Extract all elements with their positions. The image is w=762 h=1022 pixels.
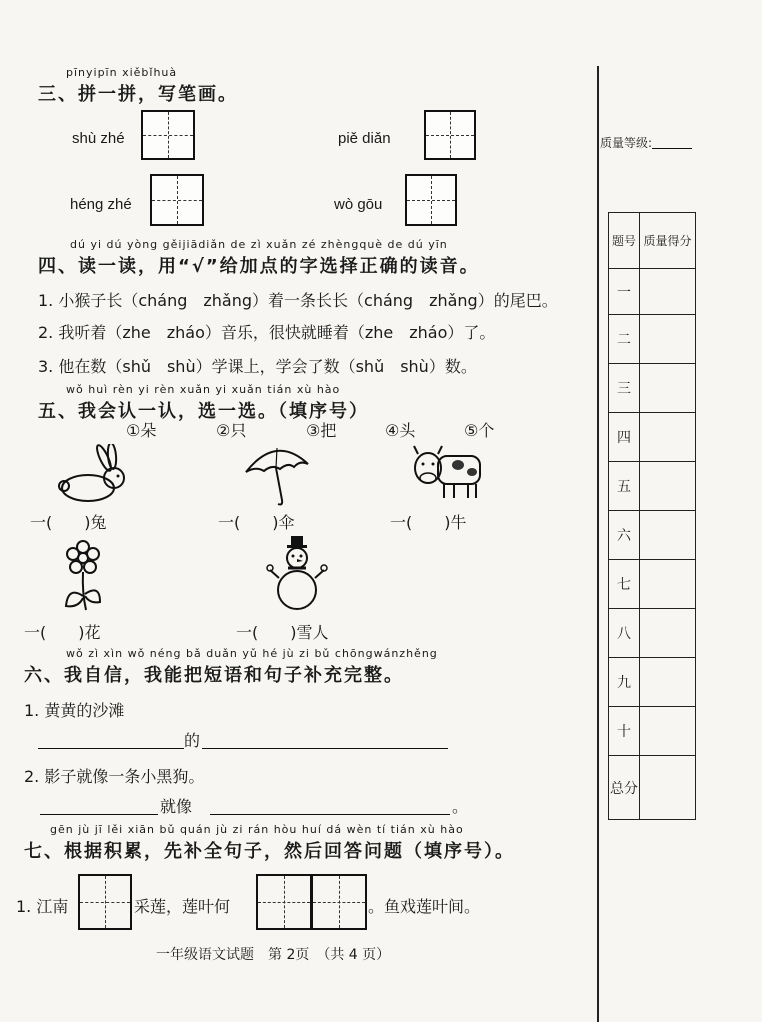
score-cell[interactable] bbox=[640, 560, 696, 609]
option-3: ③把 bbox=[306, 421, 337, 440]
writing-box[interactable] bbox=[311, 874, 367, 930]
blank-rabbit[interactable]: 一( )兔 bbox=[30, 513, 107, 532]
writing-box[interactable] bbox=[78, 874, 132, 930]
row-label: 六 bbox=[609, 511, 640, 560]
s5-pinyin: wǒ huì rèn yi rèn xuǎn yi xuǎn tián xù hào bbox=[66, 383, 341, 396]
snowman-image bbox=[266, 534, 328, 614]
page-footer: 一年级语文试题 第 2页 （共 4 页） bbox=[156, 947, 391, 963]
blank-flower[interactable]: 一( )花 bbox=[24, 623, 101, 642]
s5-heading: 五、我会认一认，选一选。（填序号） bbox=[38, 401, 369, 422]
s4-q2: 2. 我听着（zhe zháo）音乐，很快就睡着（zhe zháo）了。 bbox=[38, 323, 496, 342]
s4-q3: 3. 他在数（shǔ shù）学课上，学会了数（shǔ shù）数。 bbox=[38, 357, 477, 376]
s6-q1: 1. 黄黄的沙滩 bbox=[24, 701, 125, 720]
s3-heading: 三、拼一拼，写笔画。 bbox=[38, 84, 238, 105]
flower-image bbox=[62, 540, 104, 612]
answer-line[interactable] bbox=[202, 748, 448, 749]
blank-umbrella[interactable]: 一( )伞 bbox=[218, 513, 295, 532]
stroke-label-piedian: piě diǎn bbox=[338, 130, 391, 147]
row-label: 一 bbox=[609, 269, 640, 315]
s6-q1-fill: 的 bbox=[184, 731, 201, 750]
s7-pinyin: gēn jù jī lěi xiān bǔ quán jù zi rán hòu huí dá wèn tí tián xù hào bbox=[50, 823, 464, 836]
answer-line[interactable] bbox=[38, 748, 184, 749]
s7-q1-part2: 采莲，莲叶何 bbox=[134, 897, 231, 916]
blank-snowman[interactable]: 一( )雪人 bbox=[236, 623, 329, 642]
row-label: 二 bbox=[609, 315, 640, 364]
s7-heading: 七、根据积累，先补全句子，然后回答问题（填序号）。 bbox=[24, 841, 515, 862]
s6-heading: 六、我自信，我能把短语和句子补充完整。 bbox=[24, 665, 404, 686]
score-cell[interactable] bbox=[640, 413, 696, 462]
score-cell[interactable] bbox=[640, 364, 696, 413]
row-label: 四 bbox=[609, 413, 640, 462]
row-label: 九 bbox=[609, 658, 640, 707]
row-label: 五 bbox=[609, 462, 640, 511]
row-label: 八 bbox=[609, 609, 640, 658]
grade-label: 质量等级: bbox=[600, 136, 653, 150]
score-cell[interactable] bbox=[640, 658, 696, 707]
score-cell[interactable] bbox=[640, 609, 696, 658]
writing-box[interactable] bbox=[256, 874, 312, 930]
score-cell[interactable] bbox=[640, 315, 696, 364]
score-cell[interactable] bbox=[640, 707, 696, 756]
stroke-label-wogou: wò gōu bbox=[334, 196, 383, 213]
writing-box[interactable] bbox=[424, 110, 476, 160]
cow-image bbox=[410, 440, 486, 504]
stroke-label-hengzhe: héng zhé bbox=[70, 196, 132, 213]
answer-line[interactable] bbox=[40, 814, 158, 815]
s4-heading: 四、读一读，用“√”给加点的字选择正确的读音。 bbox=[38, 256, 480, 277]
row-label: 十 bbox=[609, 707, 640, 756]
row-label: 七 bbox=[609, 560, 640, 609]
grade-line[interactable] bbox=[652, 148, 692, 149]
option-2: ②只 bbox=[216, 421, 247, 440]
answer-line[interactable] bbox=[210, 814, 450, 815]
blank-cow[interactable]: 一( )牛 bbox=[390, 513, 467, 532]
score-cell[interactable] bbox=[640, 756, 696, 820]
s7-q1-part1: 1. 江南 bbox=[16, 897, 69, 916]
s4-pinyin: dú yi dú yòng gěijiādiǎn de zì xuǎn zé zhèngquè de dú yīn bbox=[70, 238, 448, 251]
rabbit-image bbox=[56, 444, 130, 504]
s6-q2-end: 。 bbox=[452, 797, 469, 816]
page-divider bbox=[597, 66, 599, 1022]
s3-pinyin: pīnyipīn xiěbǐhuà bbox=[66, 66, 178, 79]
row-label: 三 bbox=[609, 364, 640, 413]
col-header-number: 题号 bbox=[609, 213, 640, 269]
score-cell[interactable] bbox=[640, 269, 696, 315]
writing-box[interactable] bbox=[150, 174, 204, 226]
row-label: 总分 bbox=[609, 756, 640, 820]
writing-box[interactable] bbox=[141, 110, 195, 160]
s6-pinyin: wǒ zì xìn wǒ néng bǎ duǎn yǔ hé jù zi bǔ chōngwánzhěng bbox=[66, 647, 438, 660]
stroke-label-shuzhe: shù zhé bbox=[72, 130, 125, 147]
s4-q1: 1. 小猴子长（cháng zhǎng）着一条长长（cháng zhǎng）的尾巴。 bbox=[38, 291, 558, 310]
score-cell[interactable] bbox=[640, 462, 696, 511]
col-header-score: 质量得分 bbox=[640, 213, 696, 269]
option-4: ④头 bbox=[385, 421, 416, 440]
writing-box[interactable] bbox=[405, 174, 457, 226]
score-cell[interactable] bbox=[640, 511, 696, 560]
option-5: ⑤个 bbox=[464, 421, 495, 440]
s7-q1-part3: 。鱼戏莲叶间。 bbox=[368, 897, 481, 916]
option-1: ①朵 bbox=[126, 421, 157, 440]
umbrella-image bbox=[240, 440, 312, 508]
s6-q2-fill: 就像 bbox=[160, 797, 193, 816]
s6-q2: 2. 影子就像一条小黑狗。 bbox=[24, 767, 205, 786]
score-table bbox=[608, 212, 696, 820]
